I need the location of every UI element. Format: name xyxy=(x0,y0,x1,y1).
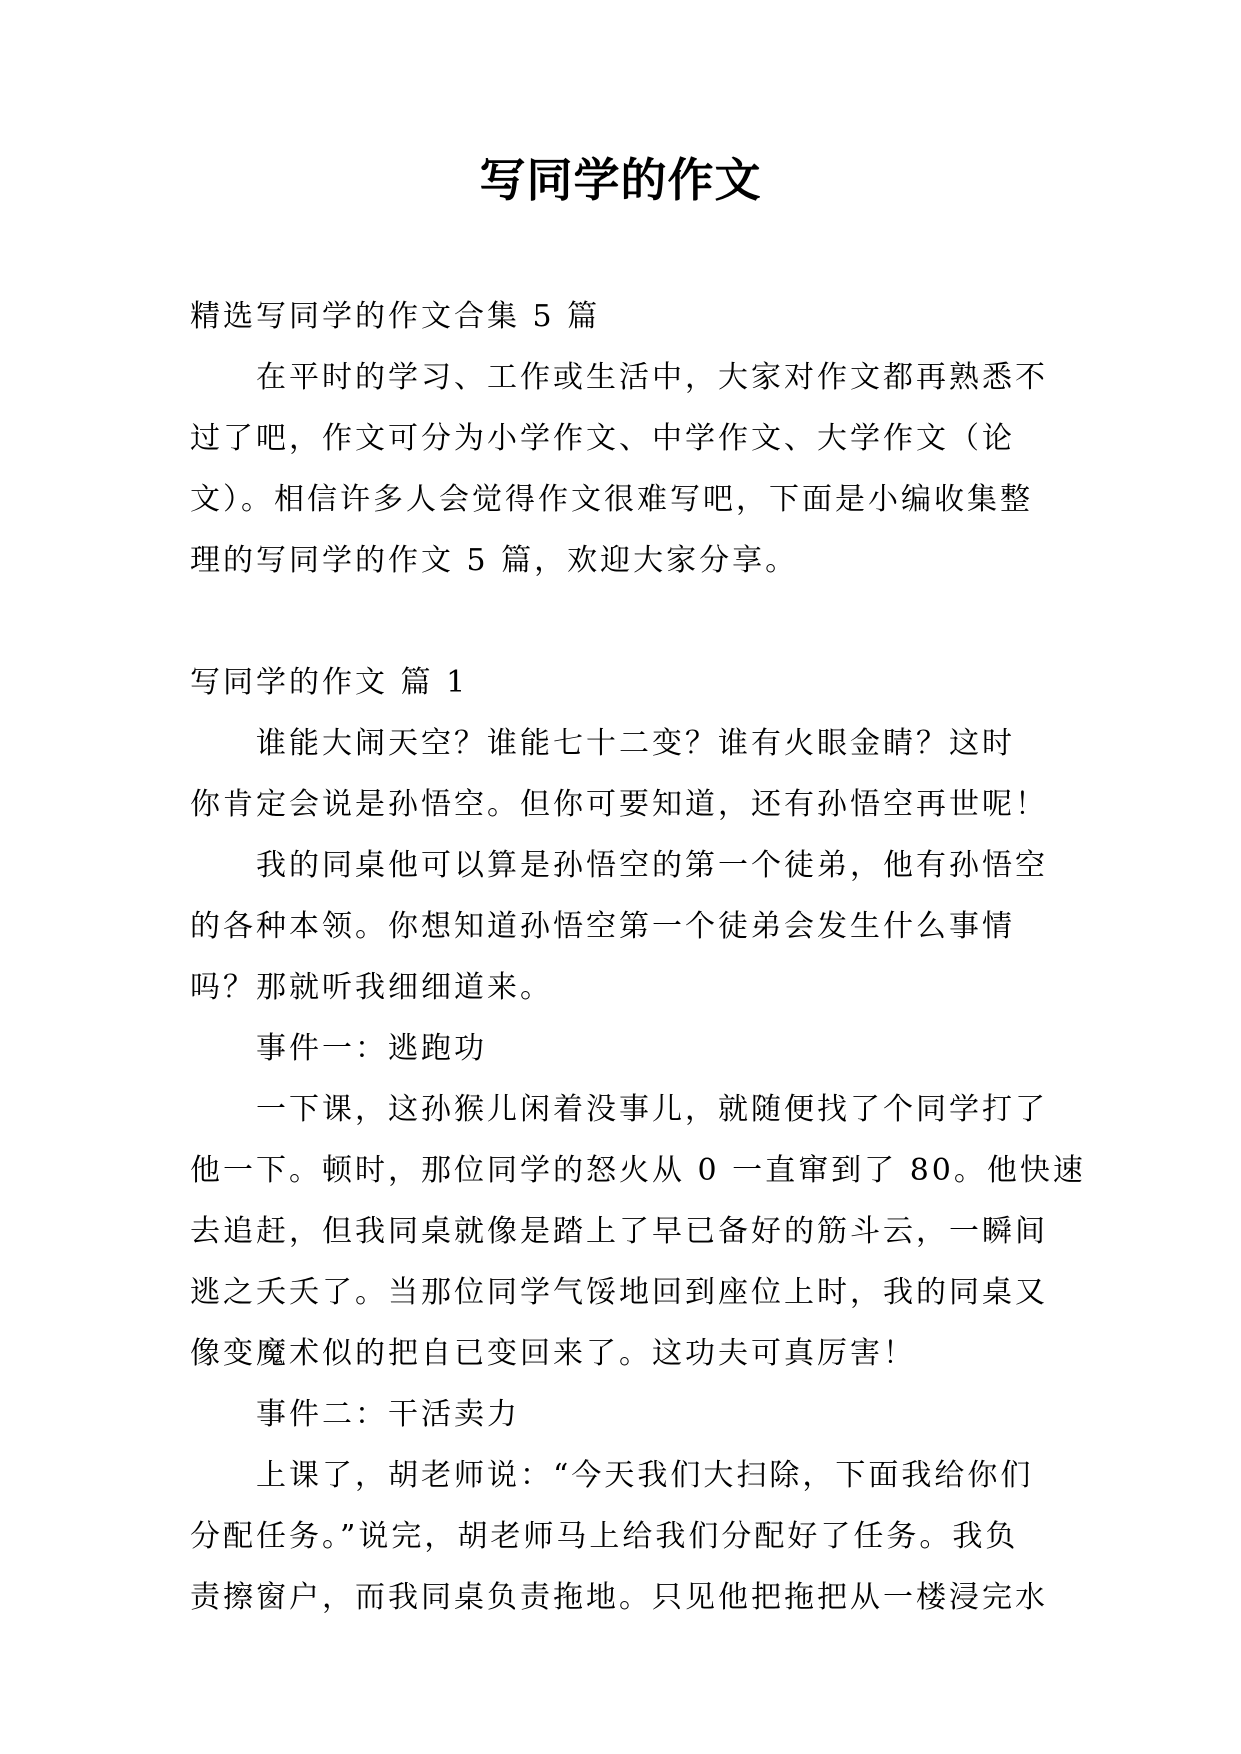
event-heading: 事件一：逃跑功 xyxy=(256,1031,487,1066)
paragraph-line: 吗？那就听我细细道来。 xyxy=(190,970,553,1005)
paragraph-line: 逃之夭夭了。当那位同学气馁地回到座位上时，我的同桌又 xyxy=(190,1275,1048,1310)
intro-heading: 精选写同学的作文合集 5 篇 xyxy=(190,299,601,334)
intro-line: 过了吧，作文可分为小学作文、中学作文、大学作文（论 xyxy=(190,421,1015,456)
event-heading: 事件二：干活卖力 xyxy=(256,1397,520,1432)
paragraph-line: 谁能大闹天空？谁能七十二变？谁有火眼金睛？这时 xyxy=(256,726,1015,761)
paragraph-line: 上课了，胡老师说：“今天我们大扫除，下面我给你们 xyxy=(256,1458,1034,1493)
paragraph-line: 去追赶，但我同桌就像是踏上了早已备好的筋斗云，一瞬间 xyxy=(190,1214,1048,1249)
paragraph-line: 一下课，这孙猴儿闲着没事儿，就随便找了个同学打了 xyxy=(256,1092,1048,1127)
intro-line: 文）。相信许多人会觉得作文很难写吧，下面是小编收集整 xyxy=(190,482,1033,517)
intro-line: 在平时的学习、工作或生活中，大家对作文都再熟悉不 xyxy=(256,360,1048,395)
document-title: 写同学的作文 xyxy=(479,153,762,207)
section-heading: 写同学的作文 篇 1 xyxy=(190,665,469,700)
paragraph-line: 责擦窗户，而我同桌负责拖地。只见他把拖把从一楼浸完水 xyxy=(190,1580,1048,1615)
document-body xyxy=(190,286,1086,1628)
paragraph-line: 分配任务。”说完，胡老师马上给我们分配好了任务。我负 xyxy=(190,1519,1019,1554)
paragraph-line: 像变魔术似的把自已变回来了。这功夫可真厉害！ xyxy=(190,1336,916,1371)
paragraph-line: 你肯定会说是孙悟空。但你可要知道，还有孙悟空再世呢！ xyxy=(190,787,1048,822)
blank-line xyxy=(190,591,1050,652)
paragraph-line: 的各种本领。你想知道孙悟空第一个徒弟会发生什么事情 xyxy=(190,909,1015,944)
paragraph-line: 他一下。顿时，那位同学的怒火从 0 一直窜到了 80。他快速 xyxy=(190,1153,1086,1188)
intro-line: 理的写同学的作文 5 篇，欢迎大家分享。 xyxy=(190,543,799,578)
paragraph-line: 我的同桌他可以算是孙悟空的第一个徒弟，他有孙悟空 xyxy=(256,848,1048,883)
